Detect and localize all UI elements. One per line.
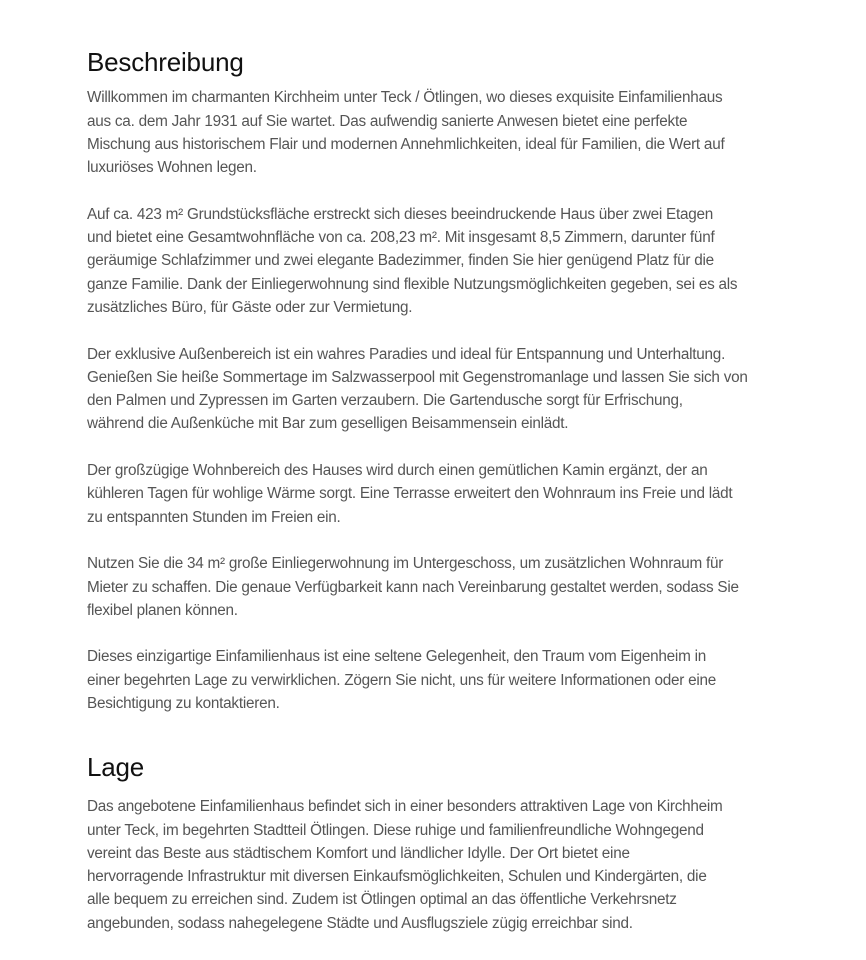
- paragraph-line: zu entspannten Stunden im Freien ein.: [87, 508, 341, 526]
- paragraph-line: Der exklusive Außenbereich ist ein wahres Paradies und ideal für Entspannung und Unterhaltung.: [87, 345, 726, 363]
- paragraph-line: Nutzen Sie die 34 m² große Einliegerwohnung im Untergeschoss, um zusätzlichen Wohnraum für: [87, 555, 724, 573]
- paragraph-line: Der großzügige Wohnbereich des Hauses wird durch einen gemütlichen Kamin ergänzt, der an: [87, 462, 708, 480]
- section-heading: Lage: [87, 752, 145, 782]
- paragraph: [87, 552, 748, 622]
- paragraph-line: Mieter zu schaffen. Die genaue Verfügbarkeit kann nach Vereinbarung gestaltet werden, sodass Sie: [87, 578, 739, 596]
- paragraph-line: luxuriöses Wohnen legen.: [87, 159, 257, 177]
- paragraph-line: den Palmen und Zypressen im Garten verzaubern. Die Gartendusche sorgt für Erfrischung,: [87, 392, 683, 410]
- section-lage: [87, 752, 807, 932]
- paragraph: [87, 795, 723, 935]
- section-body: [87, 795, 723, 958]
- paragraph-line: Genießen Sie heiße Sommertage im Salzwasserpool mit Gegenstromanlage und lassen Sie sich von: [87, 368, 748, 386]
- paragraph-line: ganze Familie. Dank der Einliegerwohnung sind flexible Nutzungsmöglichkeiten gegeben, sei es als: [87, 275, 738, 293]
- paragraph-line: während die Außenküche mit Bar zum geselligen Beisammensein einlädt.: [87, 415, 569, 433]
- paragraph-line: kühleren Tagen für wohlige Wärme sorgt. Eine Terrasse erweitert den Wohnraum ins Freie und lädt: [87, 485, 733, 503]
- paragraph-line: flexibel planen können.: [87, 601, 238, 619]
- paragraph-line: Das angebotene Einfamilienhaus befindet sich in einer besonders attraktiven Lage von Kirchheim: [87, 798, 723, 816]
- paragraph-line: geräumige Schlafzimmer und zwei elegante Badezimmer, finden Sie hier genügend Platz für die: [87, 252, 714, 270]
- paragraph-line: alle bequem zu erreichen sind. Zudem ist Ötlingen optimal an das öffentliche Verkehrsnetz: [87, 891, 677, 909]
- paragraph-line: Mischung aus historischem Flair und modernen Annehmlichkeiten, ideal für Familien, die Wert auf: [87, 135, 725, 153]
- paragraph-line: Willkommen im charmanten Kirchheim unter Teck / Ötlingen, wo dieses exquisite Einfamilienhaus: [87, 89, 723, 107]
- section-beschreibung: [87, 47, 807, 713]
- paragraph-line: und bietet eine Gesamtwohnfläche von ca. 208,23 m². Mit insgesamt 8,5 Zimmern, darunter fünf: [87, 229, 715, 247]
- paragraph-line: aus ca. dem Jahr 1931 auf Sie wartet. Das aufwendig sanierte Anwesen bietet eine perfekte: [87, 112, 688, 130]
- paragraph: [87, 459, 748, 529]
- paragraph-line: Besichtigung zu kontaktieren.: [87, 695, 280, 713]
- paragraph-line: zusätzliches Büro, für Gäste oder zur Vermietung.: [87, 298, 413, 316]
- paragraph: [87, 343, 748, 436]
- paragraph-line: vereint das Beste aus städtischem Komfort und ländlicher Idylle. Der Ort bietet eine: [87, 844, 630, 862]
- paragraph: [87, 86, 748, 179]
- paragraph-line: einer begehrten Lage zu verwirklichen. Zögern Sie nicht, uns für weitere Informationen oder eine: [87, 671, 717, 689]
- section-body: [87, 86, 748, 738]
- paragraph-line: Auf ca. 423 m² Grundstücksfläche erstreckt sich dieses beeindruckende Haus über zwei Etagen: [87, 205, 714, 223]
- paragraph: [87, 645, 748, 715]
- section-heading: Beschreibung: [87, 47, 244, 77]
- paragraph-line: Dieses einzigartige Einfamilienhaus ist eine seltene Gelegenheit, den Traum vom Eigenheim in: [87, 648, 706, 666]
- paragraph: [87, 203, 748, 319]
- paragraph-line: unter Teck, im begehrten Stadtteil Ötlingen. Diese ruhige und familienfreundliche Wohngegend: [87, 821, 704, 839]
- paragraph-line: angebunden, sodass nahegelegene Städte und Ausflugsziele zügig erreichbar sind.: [87, 914, 633, 932]
- paragraph-line: hervorragende Infrastruktur mit diversen Einkaufsmöglichkeiten, Schulen und Kindergärten, die: [87, 868, 707, 886]
